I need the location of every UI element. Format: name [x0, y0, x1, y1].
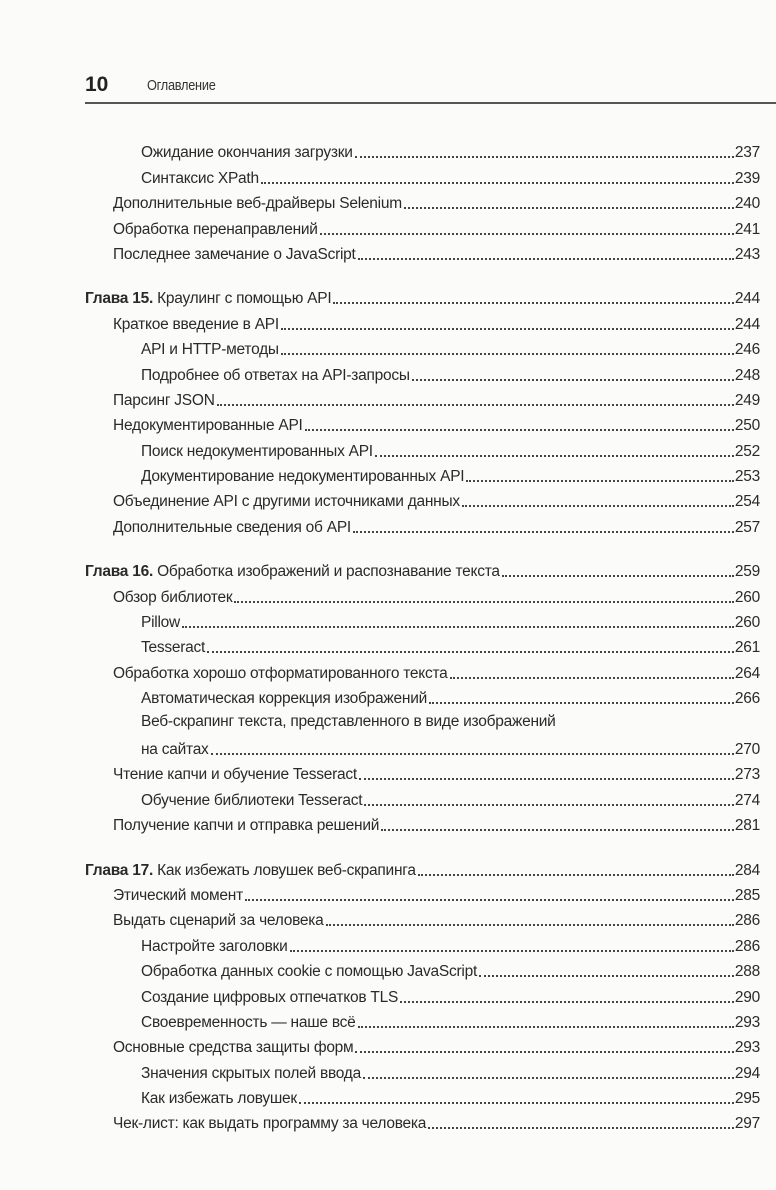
entry-page-number: 273	[734, 766, 760, 784]
entry-page-number: 237	[734, 144, 760, 162]
entry-title	[113, 194, 402, 214]
entry-page-number: 244	[734, 315, 760, 333]
toc-entry[interactable]	[85, 709, 760, 760]
entry-title-text: Настройте заголовки	[141, 937, 288, 955]
entry-title-text: Автоматическая коррекция изображений	[141, 690, 428, 708]
chapter-label: Глава 17.	[85, 861, 154, 879]
toc-entry[interactable]	[85, 811, 760, 836]
table-of-contents	[85, 138, 760, 1153]
entry-title-text: Обзор библиотек	[113, 588, 233, 606]
entry-title-text: Краткое введение в API	[113, 315, 279, 333]
entry-page-number: 248	[734, 366, 760, 384]
entry-title	[113, 886, 243, 906]
entry-page-number: 286	[734, 937, 760, 955]
entry-page-number: 257	[734, 518, 760, 536]
entry-title-text: Чтение капчи и обучение Tesseract	[113, 766, 357, 784]
entry-page-number: 295	[734, 1090, 760, 1108]
dot-leader	[281, 328, 734, 330]
toc-entry[interactable]	[85, 309, 760, 334]
entry-title-text: Недокументированные API	[113, 417, 303, 435]
dot-leader	[450, 677, 734, 679]
entry-title-text: Получение капчи и отправка решений	[113, 817, 380, 835]
entry-page-number: 293	[734, 1039, 760, 1057]
entry-page-number: 264	[734, 664, 760, 682]
entry-title-text: Обработка данных cookie с помощью JavaScript	[141, 963, 478, 981]
entry-title-text: Дополнительные веб-драйверы Selenium	[113, 195, 402, 213]
entry-page-number: 294	[734, 1064, 760, 1082]
dot-leader	[333, 302, 733, 304]
entry-title	[141, 937, 288, 957]
entry-page-number: 259	[734, 563, 760, 581]
entry-title-text: Обучение библиотеки Tesseract	[141, 791, 363, 809]
entry-title	[113, 245, 356, 265]
toc-entry[interactable]	[85, 189, 760, 214]
entry-title-text: Своевременность — наше всё	[141, 1013, 356, 1031]
toc-chapter-entry[interactable]	[85, 284, 760, 309]
entry-title-text: Pillow	[141, 614, 180, 632]
dot-leader	[305, 429, 734, 431]
toc-entry[interactable]	[85, 760, 760, 785]
toc-entry[interactable]	[85, 1058, 760, 1083]
dot-leader	[363, 1077, 734, 1079]
entry-title-text: Парсинг JSON	[113, 391, 215, 409]
toc-entry[interactable]	[85, 906, 760, 931]
entry-page-number: 288	[734, 963, 760, 981]
entry-page-number: 250	[734, 417, 760, 435]
entry-title	[141, 1064, 361, 1084]
entry-page-number: 293	[734, 1013, 760, 1031]
entry-title	[113, 416, 303, 436]
entry-title	[141, 467, 464, 487]
entry-title-continuation-line	[141, 735, 760, 760]
entry-page-number: 239	[734, 169, 760, 187]
entry-title	[141, 442, 373, 462]
entry-page-number: 266	[734, 690, 760, 708]
entry-title	[141, 1013, 356, 1033]
entry-title-text: Последнее замечание о JavaScript	[113, 245, 356, 263]
entry-title	[141, 1089, 297, 1109]
entry-page-number: 243	[734, 245, 760, 263]
toc-entry[interactable]	[85, 785, 760, 810]
toc-section	[85, 284, 760, 538]
entry-page-number: 297	[734, 1115, 760, 1133]
entry-title-text: Дополнительные сведения об API	[113, 518, 351, 536]
toc-entry[interactable]	[85, 462, 760, 487]
entry-title	[113, 816, 379, 836]
dot-leader	[418, 874, 734, 876]
entry-title	[85, 861, 416, 881]
toc-section	[85, 557, 760, 836]
toc-chapter-entry[interactable]	[85, 557, 760, 582]
entry-title-text: Поиск недокументированных API	[141, 442, 373, 460]
toc-section	[85, 138, 760, 265]
toc-entry[interactable]	[85, 214, 760, 239]
entry-title-text: Выдать сценарий за человека	[113, 912, 324, 930]
entry-title	[141, 340, 279, 360]
entry-title-text: Документирование недокументированных API	[141, 468, 465, 486]
entry-page-number: 253	[734, 468, 760, 486]
toc-entry[interactable]	[85, 658, 760, 683]
entry-page-number: 270	[734, 741, 760, 758]
entry-page-number: 284	[734, 861, 760, 879]
entry-page-number: 246	[734, 341, 760, 359]
entry-page-number: 274	[734, 791, 760, 809]
entry-page-number: 241	[734, 220, 760, 238]
toc-entry[interactable]	[85, 684, 760, 709]
entry-title	[85, 562, 500, 582]
toc-entry[interactable]	[85, 957, 760, 982]
entry-title-text: Обработка изображений и распознавание текста	[157, 563, 500, 581]
entry-title-text: Чек-лист: как выдать программу за человека	[113, 1115, 427, 1133]
toc-entry[interactable]	[85, 881, 760, 906]
entry-title-text: Подробнее об ответах на API-запросы	[141, 366, 410, 384]
entry-page-number: 254	[734, 493, 760, 511]
entry-title	[113, 1038, 353, 1058]
entry-title-text: Ожидание окончания загрузки	[141, 144, 353, 162]
entry-page-number: 285	[734, 886, 760, 904]
entry-page-number: 281	[734, 817, 760, 835]
running-header	[85, 70, 776, 104]
entry-title-text: Значения скрытых полей ввода	[141, 1064, 361, 1082]
dot-leader	[182, 626, 734, 628]
entry-title	[113, 518, 351, 538]
entry-title	[113, 315, 279, 335]
entry-title-text: API и HTTP-методы	[141, 341, 279, 359]
entry-title	[141, 638, 205, 658]
entry-title	[141, 366, 410, 386]
dot-leader	[358, 1026, 734, 1028]
dot-leader	[429, 702, 734, 704]
entry-title-continuation: на сайтах	[141, 741, 209, 758]
entry-title	[113, 911, 324, 931]
dot-leader	[207, 651, 734, 653]
dot-leader	[428, 1127, 734, 1129]
toc-entry[interactable]	[85, 582, 760, 607]
dot-leader	[462, 505, 734, 507]
entry-page-number: 240	[734, 195, 760, 213]
entry-title	[85, 289, 331, 309]
entry-title	[113, 391, 215, 411]
toc-entry[interactable]	[85, 163, 760, 188]
toc-entry[interactable]	[85, 360, 760, 385]
entry-title-text: Обработка хорошо отформатированного текста	[113, 664, 448, 682]
entry-title: Веб-скрапинг текста, представленного в виде изображений	[141, 713, 556, 731]
toc-section	[85, 855, 760, 1134]
toc-entry[interactable]	[85, 411, 760, 436]
entry-title-text: Обработка перенаправлений	[113, 220, 318, 238]
toc-entry[interactable]	[85, 335, 760, 360]
dot-leader	[234, 601, 734, 603]
dot-leader	[326, 924, 734, 926]
dot-leader	[479, 975, 734, 977]
entry-title	[113, 765, 357, 785]
entry-title-text: Tesseract	[141, 639, 206, 657]
entry-title	[113, 492, 460, 512]
chapter-label: Глава 16.	[85, 563, 154, 581]
toc-entry[interactable]	[85, 1008, 760, 1033]
dot-leader	[404, 207, 734, 209]
toc-entry[interactable]	[85, 512, 760, 537]
dot-leader	[353, 531, 734, 533]
entry-title	[141, 143, 353, 163]
dot-leader	[412, 379, 734, 381]
dot-leader	[358, 258, 734, 260]
toc-entry[interactable]	[85, 138, 760, 163]
entry-title	[141, 962, 477, 982]
entry-title	[113, 588, 232, 608]
toc-entry[interactable]	[85, 240, 760, 265]
dot-leader	[290, 950, 734, 952]
toc-entry[interactable]	[85, 931, 760, 956]
entry-title	[113, 664, 448, 684]
dot-leader	[299, 1102, 734, 1104]
entry-title-text: Как избежать ловушек веб-скрапинга	[157, 861, 416, 879]
dot-leader	[261, 182, 734, 184]
running-title: Оглавление	[147, 77, 216, 94]
entry-title	[141, 169, 259, 189]
entry-title-text: Как избежать ловушек	[141, 1090, 297, 1108]
entry-title-text: Этический момент	[113, 886, 243, 904]
entry-page-number: 252	[734, 442, 760, 460]
entry-title	[113, 220, 318, 240]
dot-leader	[400, 1001, 734, 1003]
entry-page-number: 244	[734, 290, 760, 308]
dot-leader	[355, 156, 734, 158]
entry-page-number: 261	[734, 639, 760, 657]
entry-title	[113, 1114, 426, 1134]
dot-leader	[281, 353, 734, 355]
entry-title-text: Создание цифровых отпечатков TLS	[141, 988, 399, 1006]
dot-leader	[245, 899, 734, 901]
toc-entry[interactable]	[85, 1109, 760, 1134]
entry-page-number: 286	[734, 912, 760, 930]
dot-leader	[466, 480, 734, 482]
dot-leader	[381, 829, 734, 831]
dot-leader	[211, 753, 734, 755]
toc-entry[interactable]	[85, 982, 760, 1007]
dot-leader	[359, 778, 734, 780]
toc-entry[interactable]	[85, 386, 760, 411]
entry-title	[141, 689, 427, 709]
entry-page-number: 260	[734, 588, 760, 606]
page-number: 10	[85, 73, 109, 96]
toc-entry[interactable]	[85, 1033, 760, 1058]
entry-title	[141, 791, 362, 811]
dot-leader	[502, 575, 734, 577]
entry-page-number: 290	[734, 988, 760, 1006]
entry-title-text: Основные средства защиты форм	[113, 1039, 354, 1057]
toc-entry[interactable]	[85, 608, 760, 633]
entry-page-number: 249	[734, 391, 760, 409]
entry-title-text: Краулинг с помощью API	[157, 290, 332, 308]
dot-leader	[375, 455, 734, 457]
entry-title-text: Объединение API с другими источниками данных	[113, 493, 460, 511]
toc-entry[interactable]	[85, 487, 760, 512]
entry-page-number: 260	[734, 614, 760, 632]
dot-leader	[320, 233, 734, 235]
entry-title-text: Синтаксис XPath	[141, 169, 259, 187]
toc-chapter-entry[interactable]	[85, 855, 760, 880]
dot-leader	[364, 804, 734, 806]
dot-leader	[355, 1051, 733, 1053]
toc-entry[interactable]	[85, 436, 760, 461]
dot-leader	[217, 404, 734, 406]
toc-entry[interactable]	[85, 633, 760, 658]
toc-entry[interactable]	[85, 1084, 760, 1109]
entry-title	[141, 988, 398, 1008]
entry-title	[141, 613, 180, 633]
chapter-label: Глава 15.	[85, 290, 154, 308]
